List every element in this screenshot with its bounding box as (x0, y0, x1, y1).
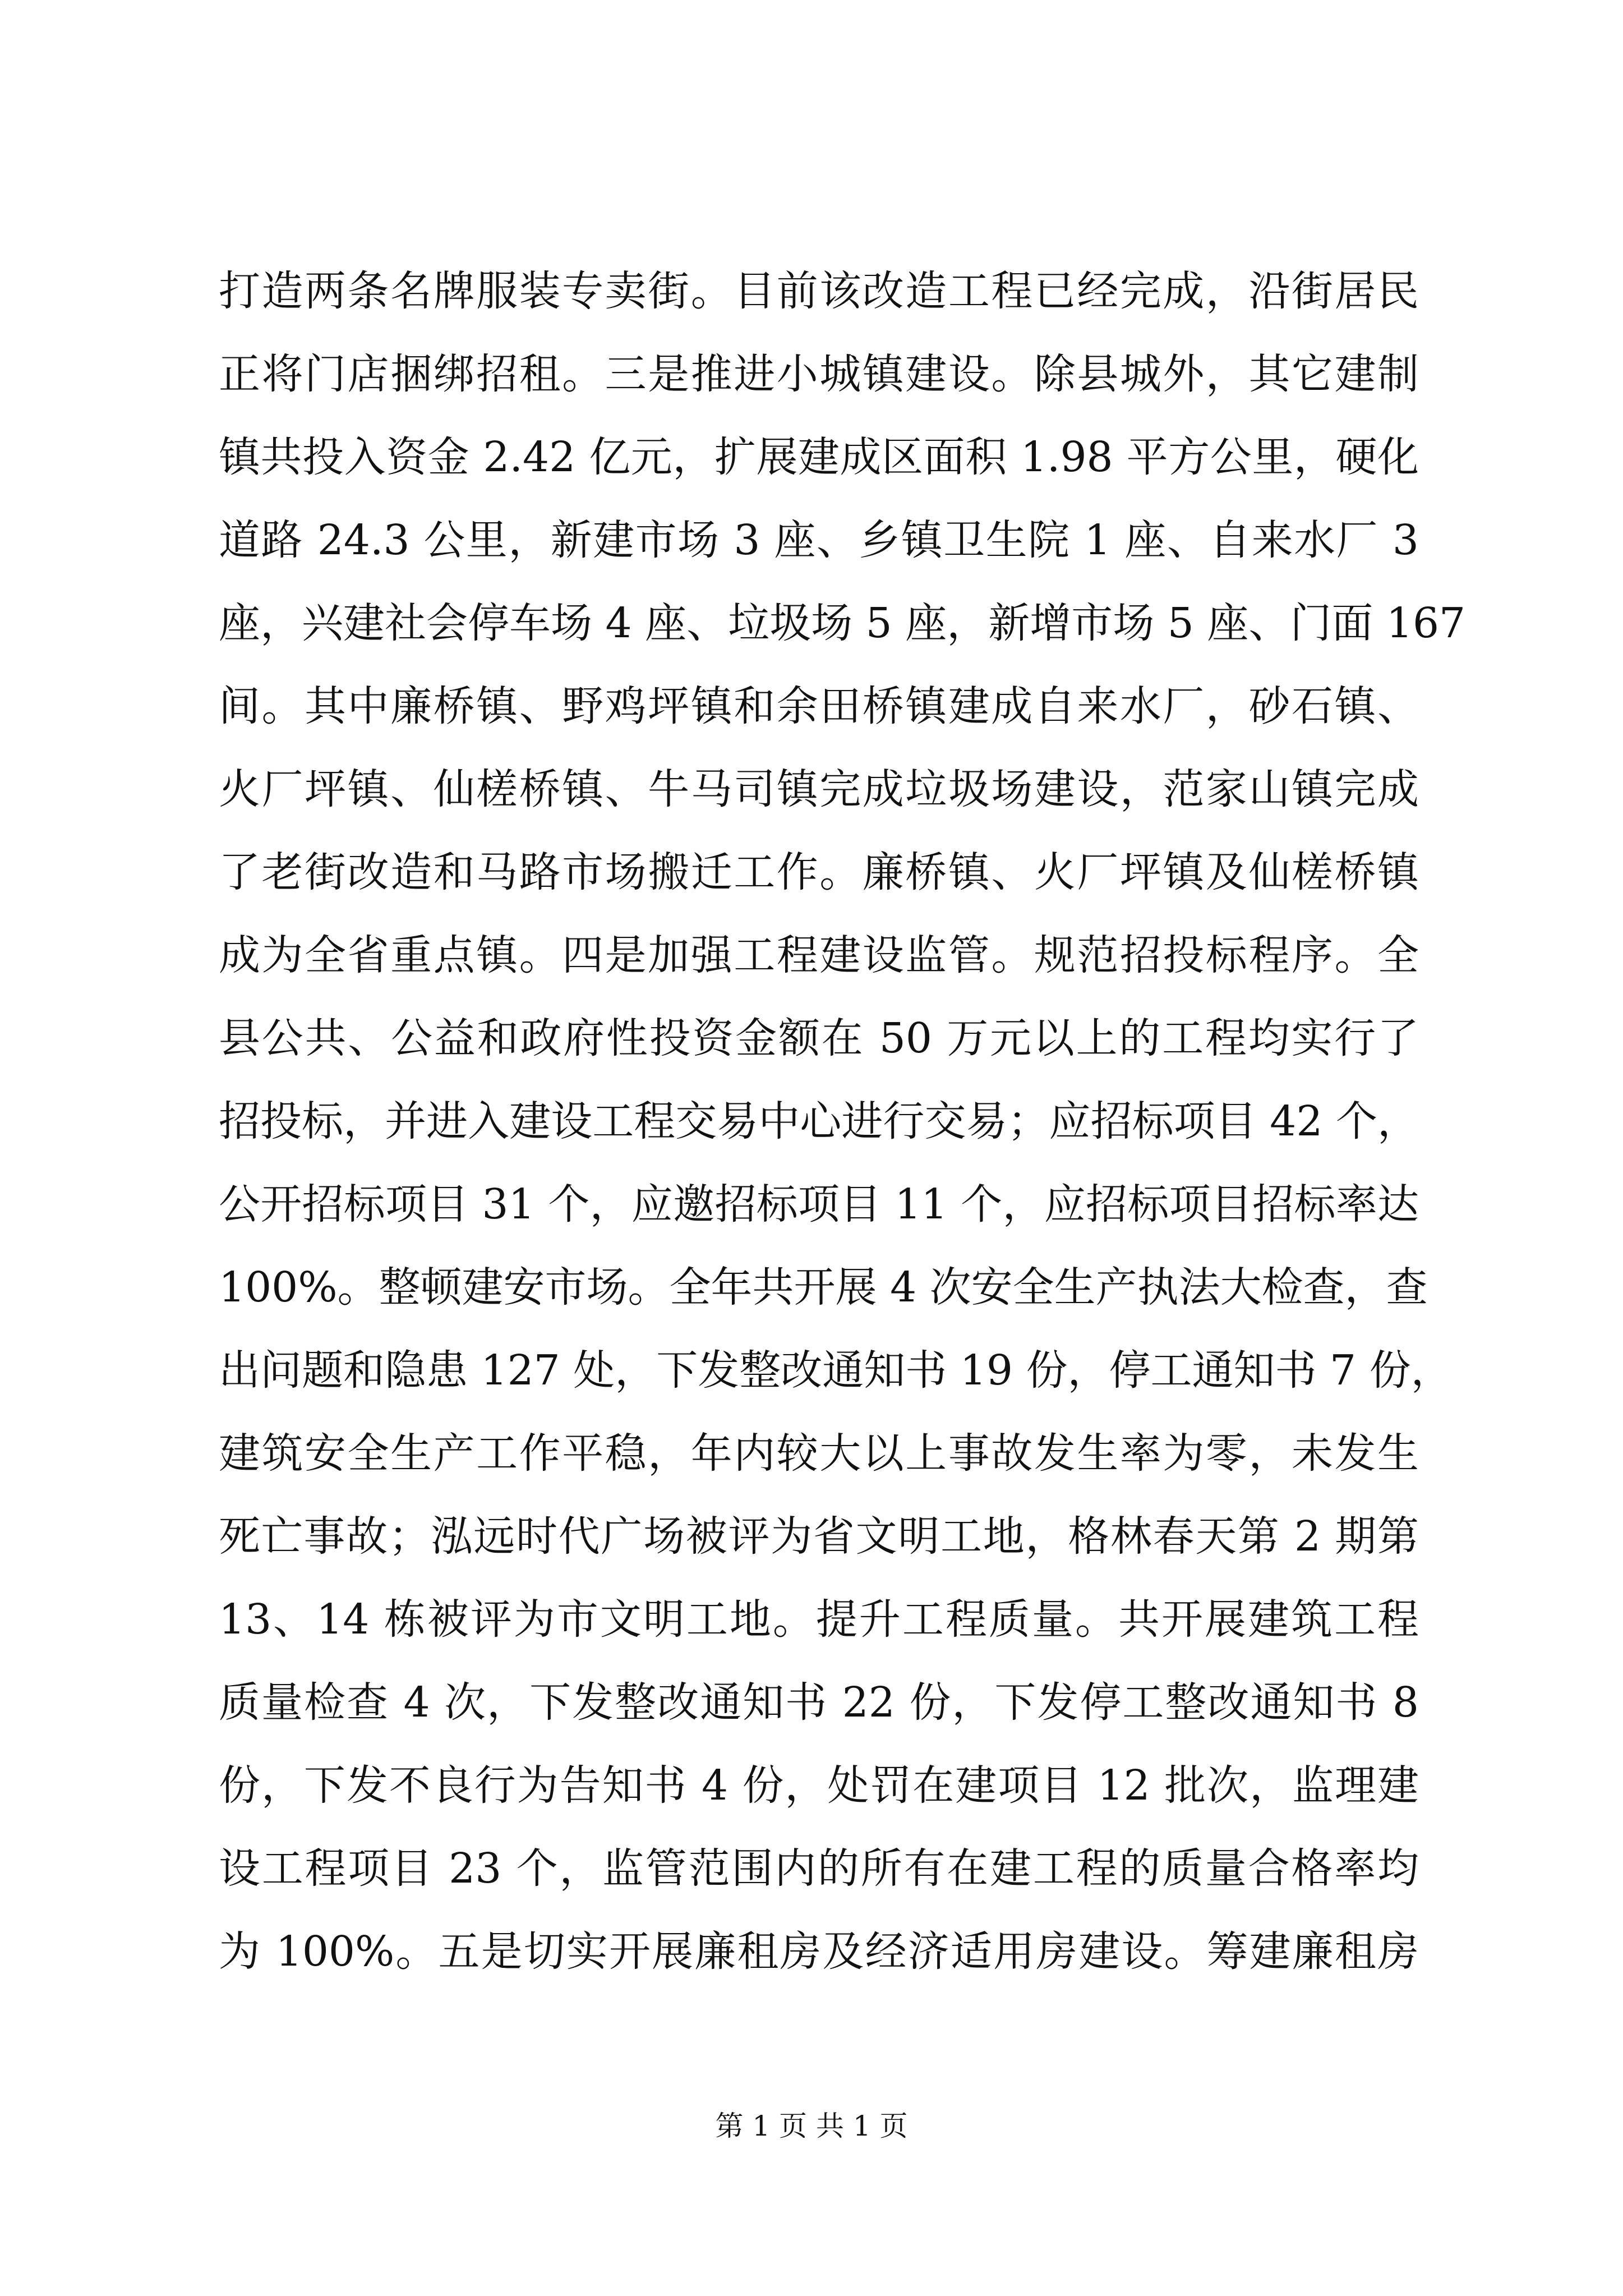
text-line: 成为全省重点镇。四是加强工程建设监管。规范招投标程序。全 (219, 931, 1419, 979)
text-line: 份，下发不良行为告知书 4 份，处罚在建项目 12 批次，监理建 (219, 1761, 1419, 1810)
text-line: 镇共投入资金 2.42 亿元，扩展建成区面积 1.98 平方公里，硬化 (219, 433, 1419, 481)
text-line: 招投标，并进入建设工程交易中心进行交易；应招标项目 42 个， (219, 1097, 1419, 1145)
page-footer: 第 1 页 共 1 页 (715, 2110, 908, 2142)
text-line: 间。其中廉桥镇、野鸡坪镇和余田桥镇建成自来水厂，砂石镇、 (219, 682, 1419, 730)
text-line: 死亡事故；泓远时代广场被评为省文明工地，格林春天第 2 期第 (219, 1512, 1419, 1561)
text-line: 质量检查 4 次，下发整改通知书 22 份，下发停工整改通知书 8 (219, 1678, 1419, 1727)
body-paragraph (219, 250, 1466, 1993)
text-line: 打造两条名牌服装专卖街。目前该改造工程已经完成，沿街居民 (219, 267, 1419, 315)
text-line: 建筑安全生产工作平稳，年内较大以上事故发生率为零，未发生 (219, 1429, 1419, 1478)
text-line: 座，兴建社会停车场 4 座、垃圾场 5 座，新增市场 5 座、门面 167 (219, 599, 1466, 647)
text-line: 公开招标项目 31 个，应邀招标项目 11 个，应招标项目招标率达 (219, 1180, 1419, 1228)
text-line: 县公共、公益和政府性投资金额在 50 万元以上的工程均实行了 (219, 1014, 1419, 1062)
text-line: 13、14 栋被评为市文明工地。提升工程质量。共开展建筑工程 (219, 1595, 1419, 1644)
text-line: 火厂坪镇、仙槎桥镇、牛马司镇完成垃圾场建设，范家山镇完成 (219, 765, 1419, 813)
text-line: 正将门店捆绑招租。三是推进小城镇建设。除县城外，其它建制 (219, 350, 1419, 398)
text-line: 为 100%。五是切实开展廉租房及经济适用房建设。筹建廉租房 (219, 1927, 1419, 1976)
text-line: 了老街改造和马路市场搬迁工作。廉桥镇、火厂坪镇及仙槎桥镇 (219, 848, 1419, 896)
text-line: 100%。整顿建安市场。全年共开展 4 次安全生产执法大检查，查 (219, 1263, 1428, 1312)
text-line: 设工程项目 23 个，监管范围内的所有在建工程的质量合格率均 (219, 1844, 1419, 1893)
text-line: 道路 24.3 公里，新建市场 3 座、乡镇卫生院 1 座、自来水厂 3 (219, 516, 1419, 564)
text-line: 出问题和隐患 127 处，下发整改通知书 19 份，停工通知书 7 份， (219, 1346, 1453, 1395)
